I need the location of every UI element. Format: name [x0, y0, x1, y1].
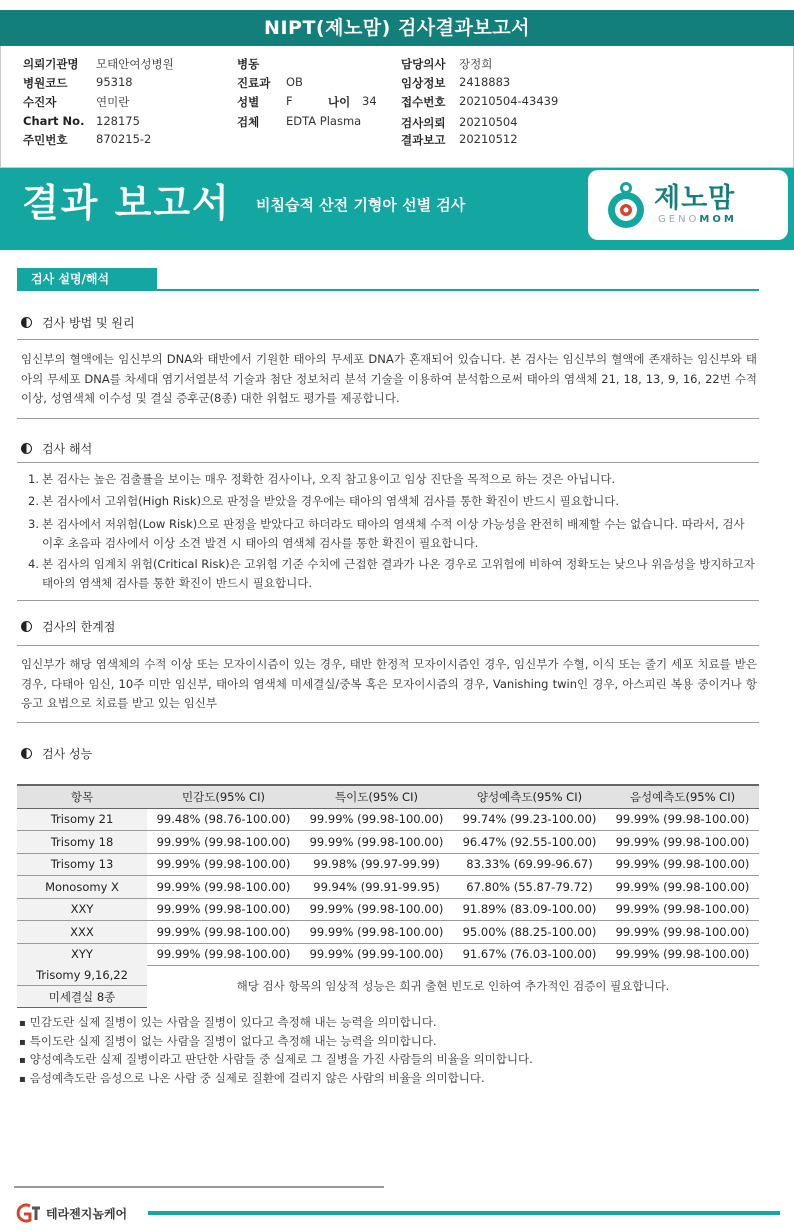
performance-extra-row — [17, 964, 759, 1008]
genomom-logo-icon — [604, 180, 648, 230]
list-item-number: 4. — [28, 557, 39, 571]
table-cell: XYY — [17, 943, 147, 966]
rrn-label: 주민번호 — [23, 133, 68, 147]
table-row — [17, 853, 759, 876]
table-row — [17, 831, 759, 854]
table-cell: 83.33% (69.99-96.67) — [453, 853, 606, 876]
genomom-logo — [588, 170, 788, 240]
half-circle-icon — [21, 443, 32, 454]
divider — [17, 645, 759, 646]
hospital-code-label: 병원코드 — [23, 76, 68, 90]
method-heading — [21, 314, 135, 331]
chart-value: 128175 — [96, 114, 140, 128]
table-cell: Trisomy 18 — [17, 831, 147, 854]
table-cell: 99.99% (99.98-100.00) — [147, 853, 300, 876]
doctor-value: 장정희 — [459, 57, 493, 71]
specimen-label: 검체 — [237, 115, 260, 129]
interpret-heading-text: 검사 해석 — [42, 442, 93, 456]
definitions-list — [19, 1013, 759, 1087]
table-cell: 91.89% (83.09-100.00) — [453, 898, 606, 921]
table-cell: 95.00% (88.25-100.00) — [453, 921, 606, 944]
institution-value: 모태안여성병원 — [96, 57, 174, 71]
list-item — [28, 470, 758, 489]
table-cell: 99.74% (99.23-100.00) — [453, 808, 606, 831]
column-header: 민감도(95% CI) — [147, 785, 300, 808]
divider — [17, 722, 759, 723]
column-header: 양성예측도(95% CI) — [453, 785, 606, 808]
table-row — [17, 808, 759, 831]
dept-label: 진료과 — [237, 76, 271, 90]
hospital-code-value: 95318 — [96, 75, 133, 89]
list-item-text: 본 검사에서 저위험(Low Risk)으로 판정을 받았다고 하더라도 태아의 염색체 수적 이상 가능성을 완전히 배제할 수는 없습니다. 따라서, 검사 이후 초음파 검사에서 이상 소견 발견 시 태아의 염색체 검사를 통한 확진이 필요합니다. — [42, 517, 745, 550]
sex-value: F — [286, 94, 293, 108]
table-cell: 99.99% (99.98-100.00) — [606, 921, 759, 944]
request-label: 검사의뢰 — [401, 116, 446, 130]
performance-table — [17, 784, 759, 966]
list-item-number: 1. — [28, 472, 39, 486]
limits-heading-text: 검사의 한계점 — [42, 620, 116, 634]
table-cell: 99.99% (99.98-100.00) — [300, 898, 453, 921]
limits-text: 임신부가 해당 염색체의 수적 이상 또는 모자이시즘이 있는 경우, 태반 한정적 모자이시즘인 경우, 임신부가 수혈, 이식 또는 줄기 세포 치료를 받은 경우, 다태아 임신, 10주 미만 임신부, 태아의 염색체 미세결실/중복 혹은 모자이시즘의 경우, Vanishing twin인 경우, 아스피린 복용 중이거나 항 응고 요법으로 치료를 받고 있는 임신부 — [21, 657, 757, 710]
list-item — [28, 492, 758, 511]
report-title: NIPT(제노맘) 검사결과보고서 — [0, 10, 794, 46]
clinical-value: 2418883 — [459, 75, 511, 89]
table-cell: Trisomy 13 — [17, 853, 147, 876]
patient-value: 연미란 — [96, 95, 130, 109]
column-header: 항목 — [17, 785, 147, 808]
institution-label: 의뢰기관명 — [23, 57, 79, 71]
performance-heading-text: 검사 성능 — [42, 747, 93, 761]
table-cell: 91.67% (76.03-100.00) — [453, 943, 606, 966]
table-cell: Trisomy 21 — [17, 808, 147, 831]
table-row — [17, 876, 759, 899]
logo-english-text — [658, 214, 737, 225]
age-value: 34 — [362, 94, 377, 108]
table-cell: 99.99% (99.98-100.00) — [606, 943, 759, 966]
table-cell: 99.99% (99.98-100.00) — [147, 831, 300, 854]
table-cell: 99.99% (99.98-100.00) — [300, 808, 453, 831]
table-cell: 99.99% (99.98-100.00) — [147, 876, 300, 899]
list-item: ▪ 양성예측도란 실제 질병이라고 판단한 사람들 중 실제로 그 질병을 가진 사람들의 비율을 의미합니다. — [19, 1050, 759, 1069]
table-cell: XXY — [17, 898, 147, 921]
table-cell: 99.99% (99.98-100.00) — [606, 808, 759, 831]
age-label: 나이 — [328, 95, 351, 109]
table-cell: 99.99% (99.98-100.00) — [147, 898, 300, 921]
list-item-number: 3. — [28, 517, 39, 531]
list-item: ▪ 특이도란 실제 질병이 없는 사람을 질병이 없다고 측정해 내는 능력을 의미합니다. — [19, 1032, 759, 1051]
receipt-label: 접수번호 — [401, 95, 446, 109]
company-name: 테라젠지놈케어 — [46, 1207, 128, 1221]
half-circle-icon — [21, 621, 32, 632]
rrn-value: 870215-2 — [96, 132, 152, 146]
dept-value: OB — [286, 75, 303, 89]
doctor-label: 담당의사 — [401, 57, 446, 71]
list-item: ▪ 민감도란 실제 질병이 있는 사람을 질병이 있다고 측정해 내는 능력을 의미합니다. — [19, 1013, 759, 1032]
logo-korean-text: 제노맘 — [654, 183, 736, 214]
table-cell: Trisomy 9,16,22 — [17, 964, 147, 986]
list-item — [28, 515, 758, 553]
list-item-text: 본 검사는 높은 검출률을 보이는 매우 정확한 검사이나, 오직 참고용이고 임상 진단을 목적으로 하는 것은 아닙니다. — [42, 472, 616, 486]
divider — [17, 339, 759, 340]
receipt-value: 20210504-43439 — [459, 94, 559, 108]
result-banner — [0, 168, 794, 250]
table-header-row — [17, 785, 759, 808]
table-cell: 99.94% (99.91-99.95) — [300, 876, 453, 899]
list-item: ▪ 음성예측도란 음성으로 나온 사람 중 실제로 질환에 걸리지 않은 사람의 비율을 의미합니다. — [19, 1069, 759, 1088]
divider — [17, 418, 759, 419]
section-tab: 검사 설명/해석 — [17, 268, 157, 290]
table-row — [17, 921, 759, 944]
method-heading-text: 검사 방법 및 원리 — [42, 316, 135, 330]
banner-heading: 결과 보고서 — [22, 181, 231, 225]
interpret-heading — [21, 440, 92, 457]
specimen-value: EDTA Plasma — [286, 114, 362, 128]
table-cell: 99.99% (99.98-100.00) — [300, 921, 453, 944]
table-cell: 99.99% (99.98-100.00) — [606, 853, 759, 876]
divider — [17, 462, 759, 463]
report-date-label: 결과보고 — [401, 133, 446, 147]
table-cell: 99.98% (99.97-99.99) — [300, 853, 453, 876]
list-item-text: 본 검사의 임계치 위험(Critical Risk)은 고위험 기준 수치에 근접한 결과가 나온 경우로 고위험에 비하여 정확도는 낮으나 위음성을 방지하고자 태아의 염색체 검사를 통한 확진이 반드시 필요합니다. — [42, 557, 755, 590]
logo-en-mom: MOM — [699, 214, 737, 225]
footer-accent-bar — [148, 1211, 780, 1215]
table-cell: 99.99% (99.98-100.00) — [300, 831, 453, 854]
column-header: 음성예측도(95% CI) — [606, 785, 759, 808]
table-cell: 99.99% (99.98-100.00) — [606, 831, 759, 854]
list-item — [28, 555, 758, 593]
banner-subheading: 비침습적 산전 기형아 선별 검사 — [256, 196, 466, 214]
half-circle-icon — [21, 317, 32, 328]
list-item-text: 본 검사에서 고위험(High Risk)으로 판정을 받았을 경우에는 태아의 염색체 검사를 통한 확진이 반드시 필요합니다. — [42, 494, 619, 508]
performance-note: 해당 검사 항목의 임상적 성능은 희귀 출현 빈도로 인하여 추가적인 검증이 필요합니다. — [236, 979, 670, 993]
chart-label: Chart No. — [23, 114, 85, 128]
ward-label: 병동 — [237, 57, 260, 71]
table-row — [17, 943, 759, 966]
table-cell: 미세결실 8종 — [17, 986, 147, 1008]
divider — [17, 600, 759, 601]
table-cell: 99.99% (99.98-100.00) — [606, 898, 759, 921]
half-circle-icon — [21, 748, 32, 759]
table-cell: 67.80% (55.87-79.72) — [453, 876, 606, 899]
table-cell: 99.99% (99.98-100.00) — [147, 943, 300, 966]
patient-label: 수진자 — [23, 95, 57, 109]
table-cell: XXX — [17, 921, 147, 944]
section-divider — [17, 289, 759, 291]
clinical-label: 임상정보 — [401, 76, 446, 90]
limits-heading — [21, 618, 115, 635]
logo-en-geno: GENO — [658, 214, 700, 225]
table-cell: 99.99% (99.98-100.00) — [606, 876, 759, 899]
column-header: 특이도(95% CI) — [300, 785, 453, 808]
performance-heading — [21, 745, 92, 762]
report-date-value: 20210512 — [459, 132, 518, 146]
list-item-number: 2. — [28, 494, 39, 508]
table-cell: 99.48% (98.76-100.00) — [147, 808, 300, 831]
method-text: 임신부의 혈액에는 임신부의 DNA와 태반에서 기원한 태아의 무세포 DNA가 혼재되어 있습니다. 본 검사는 임신부의 혈액에 존재하는 임신부와 태아의 무세포 DNA를 차세대 염기서열분석 기술과 첨단 정보처리 분석 기술을 이용하여 분석함으로써 태아의 염색체 21, 18, 13, 9, 16, 22번 수적 이상, 성염색체 이수성 및 결실 증후군(8종) 대한 위험도 평가를 제공합니다. — [21, 352, 757, 405]
patient-info-panel — [0, 46, 794, 168]
table-cell: 99.99% (99.98-100.00) — [147, 921, 300, 944]
table-row — [17, 898, 759, 921]
footer-divider — [14, 1186, 384, 1188]
company-logo-icon — [14, 1203, 42, 1223]
table-cell: 99.99% (99.99-100.00) — [300, 943, 453, 966]
sex-label: 성별 — [237, 95, 260, 109]
table-cell: Monosomy X — [17, 876, 147, 899]
request-value: 20210504 — [459, 115, 518, 129]
table-cell: 96.47% (92.55-100.00) — [453, 831, 606, 854]
